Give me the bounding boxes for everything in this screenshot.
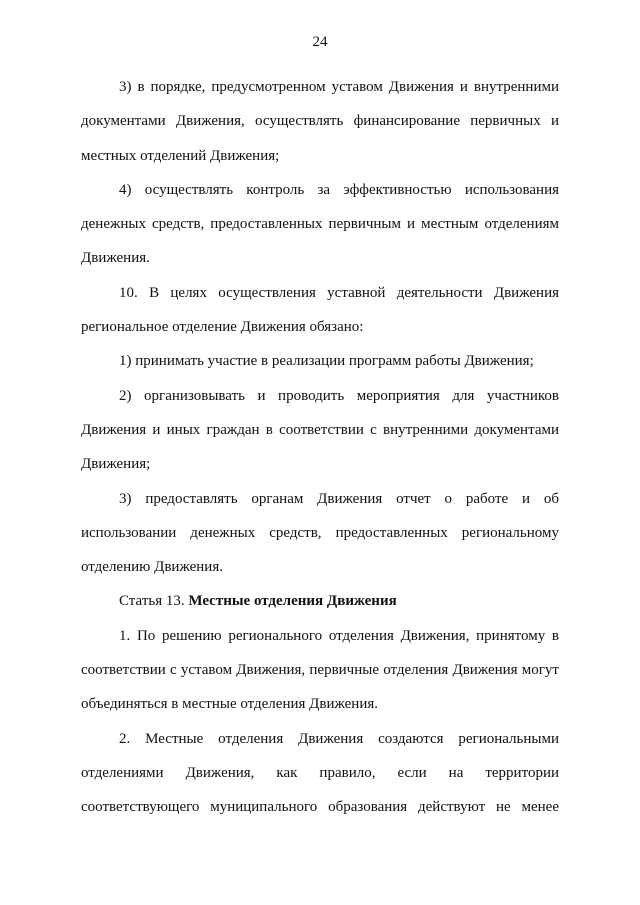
- paragraph-article-clause-2: 2. Местные отделения Движения создаются региональными отделениями Движения, как правило, если на территории соответствующего муниципального образования действуют не менее: [81, 730, 559, 816]
- article-heading: [81, 584, 559, 618]
- paragraph-article-clause-1: 1. По решению регионального отделения Движения, принятому в соответствии с уставом Движения, первичные отделения Движения могут объединяться в местные отделения Движения.: [81, 627, 559, 713]
- paragraph-item-4-control: 4) осуществлять контроль за эффективностью использования денежных средств, предоставленных первичным и местным отделениям Движения.: [81, 181, 559, 267]
- paragraph-clause-10: 10. В целях осуществления уставной деятельности Движения региональное отделение Движения обязано:: [81, 284, 559, 336]
- paragraph-item-1-participation: 1) принимать участие в реализации программ работы Движения;: [119, 353, 534, 370]
- paragraph-item-3-financing: 3) в порядке, предусмотренном уставом Движения и внутренними документами Движения, осуществлять финансирование первичных и местных отделений Движения;: [81, 79, 559, 164]
- article-prefix: Статья 13.: [119, 593, 185, 610]
- document-body: [81, 70, 559, 825]
- page-number: 24: [312, 34, 328, 50]
- paragraph-item-2-events: 2) организовывать и проводить мероприятия для участников Движения и иных граждан в соответствии с внутренними документами Движения;: [81, 387, 559, 473]
- paragraph-item-3-report: 3) предоставлять органам Движения отчет о работе и об использовании денежных средств, предоставленных региональному отделению Движения.: [81, 490, 559, 576]
- article-title: Местные отделения Движения: [188, 593, 397, 610]
